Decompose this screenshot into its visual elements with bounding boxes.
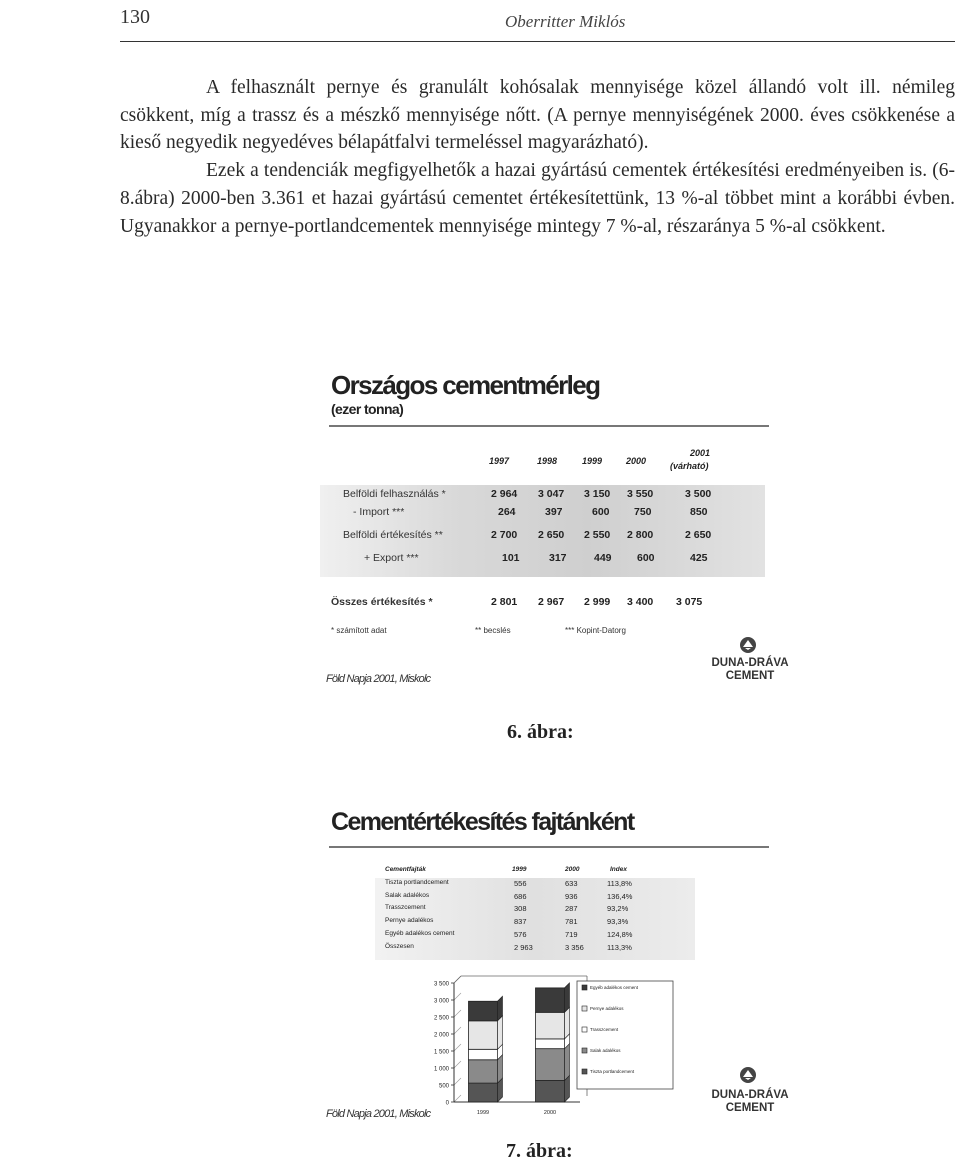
figure7-cell: 837 [514, 917, 527, 927]
bar-segment [469, 1001, 498, 1021]
figure6-cell: 3 550 [627, 488, 654, 500]
figure6-year-header: 2000 [626, 456, 647, 466]
bar-segment-side [498, 1016, 503, 1049]
figure7-row-label: Összesen [385, 942, 414, 950]
figure6-row-label: + Export *** [364, 552, 419, 564]
figure7-title-rule [329, 846, 769, 848]
figure7-cell: 93,2% [607, 904, 629, 914]
gridline-3d [454, 1044, 461, 1051]
figure7-chart [405, 975, 695, 1120]
figure7-cell: 576 [514, 929, 527, 939]
x-tick-label: 1999 [476, 1110, 490, 1116]
figure6-cell: 397 [545, 506, 563, 518]
figure6-total-cell: 3 075 [676, 596, 703, 608]
figure7-cell: 3 356 [565, 942, 584, 952]
y-tick-label: 0 [445, 1100, 449, 1107]
legend-label: Trasszcement [590, 1027, 619, 1032]
y-tick-label: 1 000 [433, 1066, 449, 1073]
figure7-logo-text: DUNA-DRÁVA CEMENT [711, 1089, 789, 1114]
figure6-row-label: - Import *** [353, 506, 405, 518]
y-tick-label: 2 500 [433, 1015, 449, 1022]
y-tick-label: 1 500 [433, 1049, 449, 1056]
figure6-cell: 3 500 [685, 488, 712, 500]
figure6-title: Országos cementmérleg [331, 370, 600, 400]
figure6-year-header: 1997 [489, 456, 510, 466]
figure7-row-label: Salak adalékos [385, 891, 430, 899]
figure6-total-cell: 3 400 [627, 596, 654, 608]
figure6-cell: 600 [592, 506, 610, 518]
duna-drava-logo-icon [739, 636, 757, 654]
figure6-cell: 425 [690, 552, 708, 564]
header-rule [120, 41, 955, 42]
figure6-row-label: Belföldi felhasználás * [343, 488, 446, 500]
legend-swatch [582, 1048, 587, 1053]
figure6-cell: 2 650 [685, 529, 712, 541]
bar-segment [536, 988, 565, 1012]
figure6-note: *** Kopint-Datorg [565, 626, 626, 635]
figure6-cell: 264 [498, 506, 516, 518]
figure7-cell: 308 [514, 904, 527, 914]
bar-segment-side [565, 983, 570, 1012]
y-tick-label: 500 [438, 1083, 449, 1090]
figure6-year-header: 1998 [537, 456, 558, 466]
figure7-cell: 113,3% [607, 942, 632, 952]
figure7-cell: 556 [514, 879, 527, 888]
figure7-title: Cementértékesítés fajtánként [331, 808, 634, 836]
paragraph: A felhasznált pernye és granulált kohósalak mennyisége közel állandó volt ill. némileg csökkent, míg a trassz és a mészkő mennyisége nőtt. (A pernye mennyiségének 2000. éves csökkenése a kieső negyedik negyedéves bélapátfalvi termeléssel magyarázható). [120, 77, 955, 154]
figure7-cell: 781 [565, 917, 578, 927]
bar-segment [536, 1039, 565, 1049]
figure6-cell: 3 047 [538, 488, 565, 500]
figure7-cell: 287 [565, 904, 578, 914]
figure7-table-header: Index [610, 866, 627, 873]
duna-drava-logo-icon [739, 1066, 757, 1084]
figure6-subtitle: (ezer tonna) [331, 401, 404, 417]
figure6-cell: 2 964 [491, 488, 518, 500]
figure6-year-header: 1999 [582, 456, 603, 466]
figure6-cell: 2 650 [538, 529, 565, 541]
gridline-3d [454, 1095, 461, 1102]
legend-swatch [582, 1006, 587, 1011]
legend-swatch [582, 985, 587, 990]
running-head: Oberritter Miklós [505, 12, 626, 31]
y-tick-label: 3 500 [433, 981, 449, 988]
figure6-cell: 600 [637, 552, 655, 564]
figure6-row-label: Belföldi értékesítés ** [343, 529, 443, 541]
figure6-total-cell: 2 999 [584, 596, 611, 608]
figure6-logo-text: DUNA-DRÁVA CEMENT [711, 657, 789, 682]
bar-segment [536, 1080, 565, 1102]
gridline-3d [454, 1010, 461, 1017]
bar-segment [469, 1060, 498, 1083]
legend-label: Egyéb adalékos cement [590, 985, 639, 990]
figure7-source: Föld Napja 2001, Miskolc [326, 1108, 431, 1120]
figure6-cell: 850 [690, 506, 708, 518]
x-tick-label: 2000 [543, 1110, 557, 1116]
figure6-total-label: Összes értékesítés * [331, 596, 433, 608]
gridline-3d [454, 1027, 461, 1034]
figure6-note: * számított adat [331, 626, 387, 635]
legend-label: Pernye adalékos [590, 1006, 624, 1011]
y-tick-label: 3 000 [433, 998, 449, 1005]
bar-segment-side [565, 1044, 570, 1081]
figure6-cell: 101 [502, 552, 520, 564]
bar-segment [469, 1021, 498, 1049]
figure7-table-header: Cementfajták [385, 866, 426, 873]
figure6-year-note: (várható) [670, 461, 709, 471]
bar-segment [469, 1049, 498, 1059]
figure7-cell: 719 [565, 929, 578, 939]
legend-swatch [582, 1027, 587, 1032]
bar-segment [469, 1083, 498, 1102]
figure7-row-label: Pernye adalékos [385, 917, 434, 925]
figure6-caption: 6. ábra: [507, 721, 574, 743]
figure6-total-cell: 2 967 [538, 596, 565, 608]
gridline-3d [454, 1078, 461, 1085]
figure6-year-header: 2001 [690, 448, 711, 458]
legend-swatch [582, 1069, 587, 1074]
gridline-3d [454, 1061, 461, 1068]
figure6-cell: 3 150 [584, 488, 611, 500]
figure7-cell: 936 [565, 891, 578, 901]
legend-label: Salak adalékos [590, 1048, 621, 1053]
y-tick-label: 2 000 [433, 1032, 449, 1039]
figure6-total-cell: 2 801 [491, 596, 518, 608]
figure6-title-rule [329, 425, 769, 427]
figure7-table-header: 2000 [565, 866, 580, 873]
page-number: 130 [120, 6, 150, 28]
chart-3d-corner [454, 976, 461, 983]
bar-segment-side [565, 1007, 570, 1039]
figure6-cell: 2 550 [584, 529, 611, 541]
paragraph: Ezek a tendenciák megfigyelhetők a hazai gyártású cementek értékesítési eredményeiben is. (6-8.ábra) 2000-ben 3.361 et hazai gyártású cementet értékesítettünk, 13 %-al többet mint a korábbi évben. Ugyanakkor a pernye-portlandcementek mennyisége mintegy 7 %-al, részaránya 5 %-al csökkent. [120, 160, 955, 237]
figure7-cell: 124,8% [607, 929, 633, 939]
legend-label: Tiszta portlandcement [590, 1069, 635, 1074]
figure6-cell: 750 [634, 506, 652, 518]
figure7-table-header: 1999 [512, 866, 527, 873]
figure7-cell: 2 963 [514, 942, 533, 952]
figure6-note: ** becslés [475, 626, 511, 635]
figure7-cell: 633 [565, 879, 578, 888]
figure7-row-label: Tiszta portlandcement [385, 879, 449, 886]
figure6-cell: 449 [594, 552, 612, 564]
figure6-cell: 2 700 [491, 529, 518, 541]
figure7-row-label: Egyéb adalékos cement [385, 929, 455, 937]
figure7-caption: 7. ábra: [506, 1140, 573, 1162]
figure7-row-label: Trasszcement [385, 904, 426, 912]
figure7-cell: 113,8% [607, 879, 632, 888]
figure7-cell: 93,3% [607, 917, 629, 927]
bar-segment [536, 1012, 565, 1039]
bar-segment [536, 1049, 565, 1081]
body-text [120, 74, 955, 240]
figure6-cell: 317 [549, 552, 567, 564]
gridline-3d [454, 993, 461, 1000]
figure6-cell: 2 800 [627, 529, 654, 541]
figure6-source: Föld Napja 2001, Miskolc [326, 673, 431, 685]
figure7-cell: 686 [514, 891, 527, 901]
figure7-cell: 136,4% [607, 891, 633, 901]
